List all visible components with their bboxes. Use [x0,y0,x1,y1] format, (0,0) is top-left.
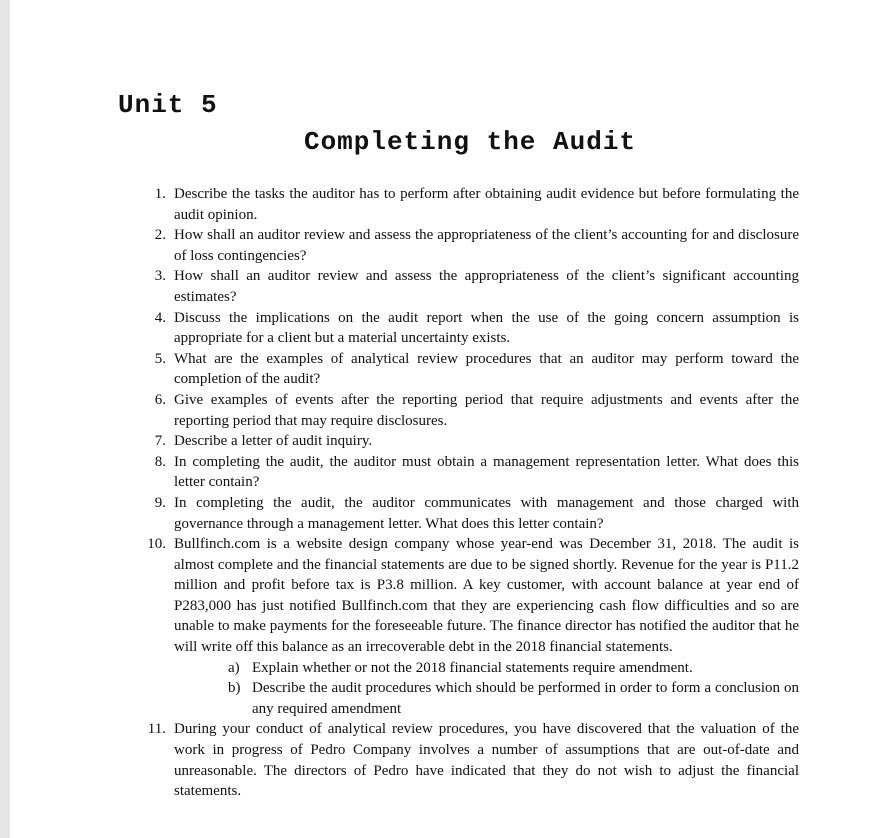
question-number: 8. [154,453,166,470]
question-text: Bullfinch.com is a website design company whose year-end was December 31, 2018. The audit is almost complete and the financial statements are due to be signed shortly. Revenue for the year is P11.2 million and profit before tax is P3.8 million. A key customer, with account balance at year end of P283,000 has just notified Bullfinch.com that they are experiencing cash flow difficulties and so are unable to make payments for the foreseeable future. The finance director has notified the auditor that he will write off this balance as an irrecoverable debt in the 2018 financial statements. [174,536,799,656]
subquestion-text: Describe the audit procedures which should be performed in order to form a conclusion on any required amendment [252,680,799,717]
page-left-edge [0,0,10,838]
subquestion-a [228,658,799,679]
question-number: 7. [154,433,166,450]
question-text: In completing the audit, the auditor communicates with management and those charged with governance through a management letter. What does this letter contain? [174,494,799,532]
question-11 [132,719,799,801]
question-7 [132,431,799,452]
question-text: Give examples of events after the reporting period that require adjustments and events after the reporting period that may require disclosures. [174,391,799,429]
question-4 [132,308,799,349]
question-3 [132,266,799,307]
question-text: Describe a letter of audit inquiry. [174,433,373,450]
question-9 [132,493,799,534]
question-text: How shall an auditor review and assess the appropriateness of the client’s significant accounting estimates? [174,268,799,305]
subquestion-letter: b) [228,680,241,697]
question-text: Describe the tasks the auditor has to perform after obtaining audit evidence but before formulating the audit opinion. [174,186,799,223]
unit-label: Unit 5 [118,90,218,120]
question-2 [132,225,799,266]
question-number: 6. [154,391,166,408]
question-1 [132,184,799,225]
question-text: In completing the audit, the auditor must obtain a management representation letter. What does this letter contain? [174,453,799,491]
question-text: What are the examples of analytical review procedures that an auditor may perform toward the completion of the audit? [174,350,799,388]
question-text: During your conduct of analytical review procedures, you have discovered that the valuation of the work in progress of Pedro Company involves a number of assumptions that are out-of-date and unreasonable. The directors of Pedro have indicated that they do not wish to adjust the financial statements. [174,721,799,800]
question-number: 4. [154,309,166,326]
question-text: Discuss the implications on the audit report when the use of the going concern assumption is appropriate for a client but a material uncertainty exists. [174,309,799,347]
question-number: 10. [147,536,166,553]
subquestion-list [174,658,799,720]
question-10 [132,534,799,719]
question-list [132,184,799,802]
subquestion-letter: a) [228,659,240,676]
question-text: How shall an auditor review and assess the appropriateness of the client’s accounting for and disclosure of loss contingencies? [174,227,799,264]
question-number: 5. [154,350,166,367]
question-8 [132,452,799,493]
subquestion-text: Explain whether or not the 2018 financial statements require amendment. [252,659,693,676]
question-number: 1. [154,186,166,202]
page-title: Completing the Audit [303,127,637,157]
question-number: 2. [154,227,166,244]
question-number: 3. [154,268,166,285]
question-6 [132,390,799,431]
subquestion-b [228,678,799,719]
question-number: 9. [154,494,166,511]
question-number: 11. [147,721,166,738]
question-5 [132,349,799,390]
